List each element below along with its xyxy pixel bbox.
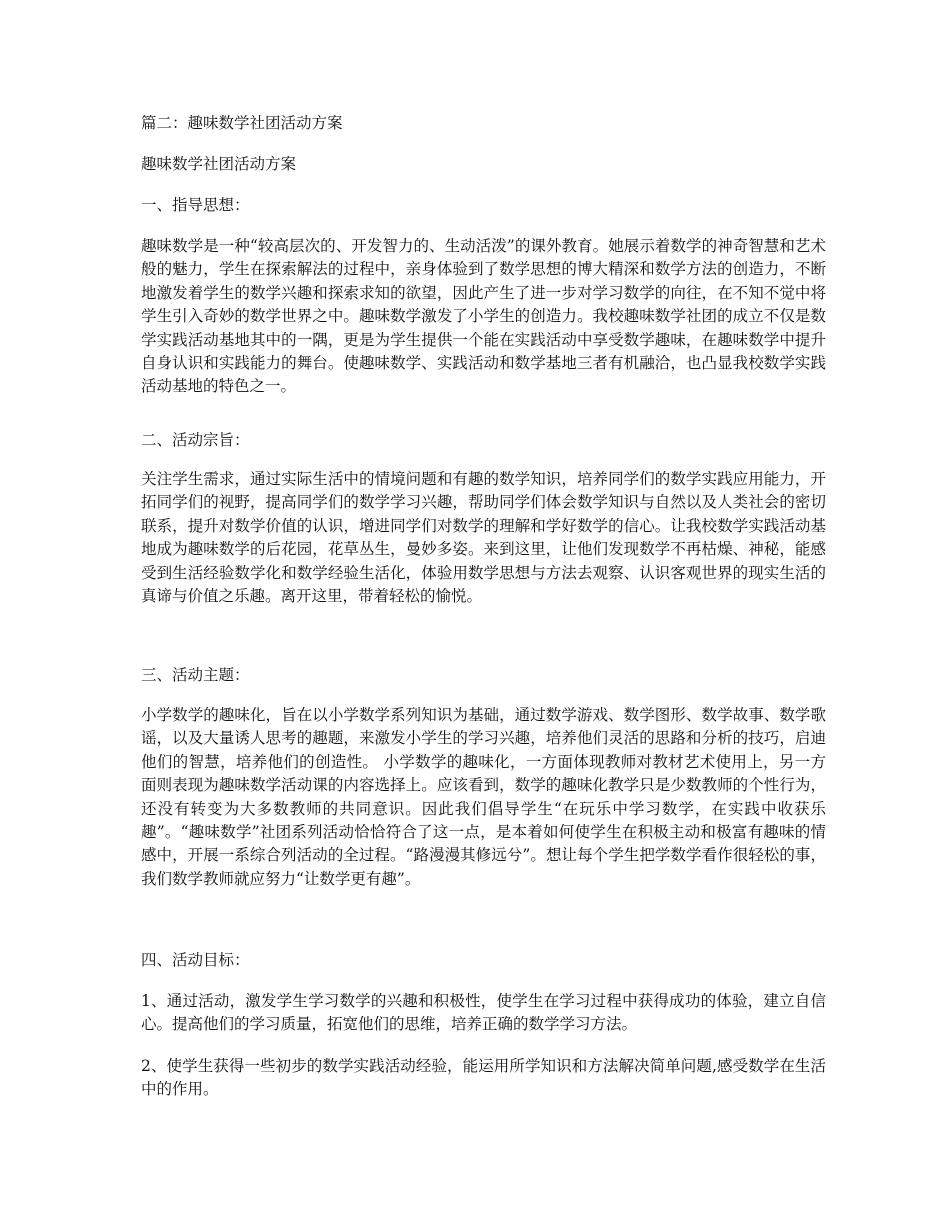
section-heading-purpose: 二、活动宗旨： [141, 431, 250, 449]
document-title: 篇二：趣味数学社团活动方案 [141, 114, 343, 132]
section-heading-guiding-ideology: 一、指导思想： [141, 196, 250, 214]
paragraph-goal-1: 1、通过活动，激发学生学习数学的兴趣和积极性，使学生在学习过程中获得成功的体验，建立自信心。提高他们的学习质量，拓宽他们的思维，培养正确的数学学习方法。 [141, 992, 826, 1034]
paragraph-theme: 小学数学的趣味化，旨在以小学数学系列知识为基础，通过数学游戏、数学图形、数学故事、数学歌谣，以及大量诱人思考的趣题，来激发小学生的学习兴趣，培养他们灵活的思路和分析的技巧，启迪他们的智慧，培养他们的创造性。 小学数学的趣味化，一方面体现教师对教材艺术使用上，另一方面则表现为趣味数学活动课的内容选择上。应该看到，数学的趣味化教学只是少数教师的个性行为，还没有转变为大多数教师的共同意识。因此我们倡导学生“在玩乐中学习数学，在实践中收获乐趣”。“趣味数学”社团系列活动恰恰符合了这一点，是本着如何使学生在积极主动和极富有趣味的情感中，开展一系综合列活动的全过程。“路漫漫其修远兮”。想让每个学生把学数学看作很轻松的事，我们数学教师就应努力“让数学更有趣”。 [141, 706, 826, 888]
paragraph-purpose: 关注学生需求，通过实际生活中的情境问题和有趣的数学知识，培养同学们的数学实践应用能力，开拓同学们的视野，提高同学们的数学学习兴趣，帮助同学们体会数学知识与自然以及人类社会的密切联系，提升对数学价值的认识，增进同学们对数学的理解和学好数学的信心。让我校数学实践活动基地成为趣味数学的后花园，花草丛生，曼妙多姿。来到这里，让他们发现数学不再枯燥、神秘，能感受到生活经验数学化和数学经验生活化，体验用数学思想与方法去观察、认识客观世界的现实生活的真谛与价值之乐趣。离开这里，带着轻松的愉悦。 [141, 470, 826, 606]
paragraph-guiding-ideology: 趣味数学是一种“较高层次的、开发智力的、生动活泼”的课外教育。她展示着数学的神奇智慧和艺术般的魅力，学生在探索解法的过程中，亲身体验到了数学思想的博大精深和数学方法的创造力，不断地激发着学生的数学兴趣和探索求知的欲望，因此产生了进一步对学习数学的向往，在不知不觉中将学生引入奇妙的数学世界之中。趣味数学激发了小学生的创造力。我校趣味数学社团的成立不仅是数学实践活动基地其中的一隅，更是为学生提供一个能在实践活动中享受数学趣味，在趣味数学中提升自身认识和实践能力的舞台。使趣味数学、实践活动和数学基地三者有机融洽，也凸显我校数学实践活动基地的特色之一。 [141, 237, 826, 396]
paragraph-goal-2: 2、使学生获得一些初步的数学实践活动经验，能运用所学知识和方法解决简单问题,感受数学在生活中的作用。 [141, 1057, 826, 1099]
section-heading-goals: 四、活动目标： [141, 951, 250, 969]
section-heading-theme: 三、活动主题： [141, 666, 250, 684]
document-subtitle: 趣味数学社团活动方案 [141, 155, 297, 173]
